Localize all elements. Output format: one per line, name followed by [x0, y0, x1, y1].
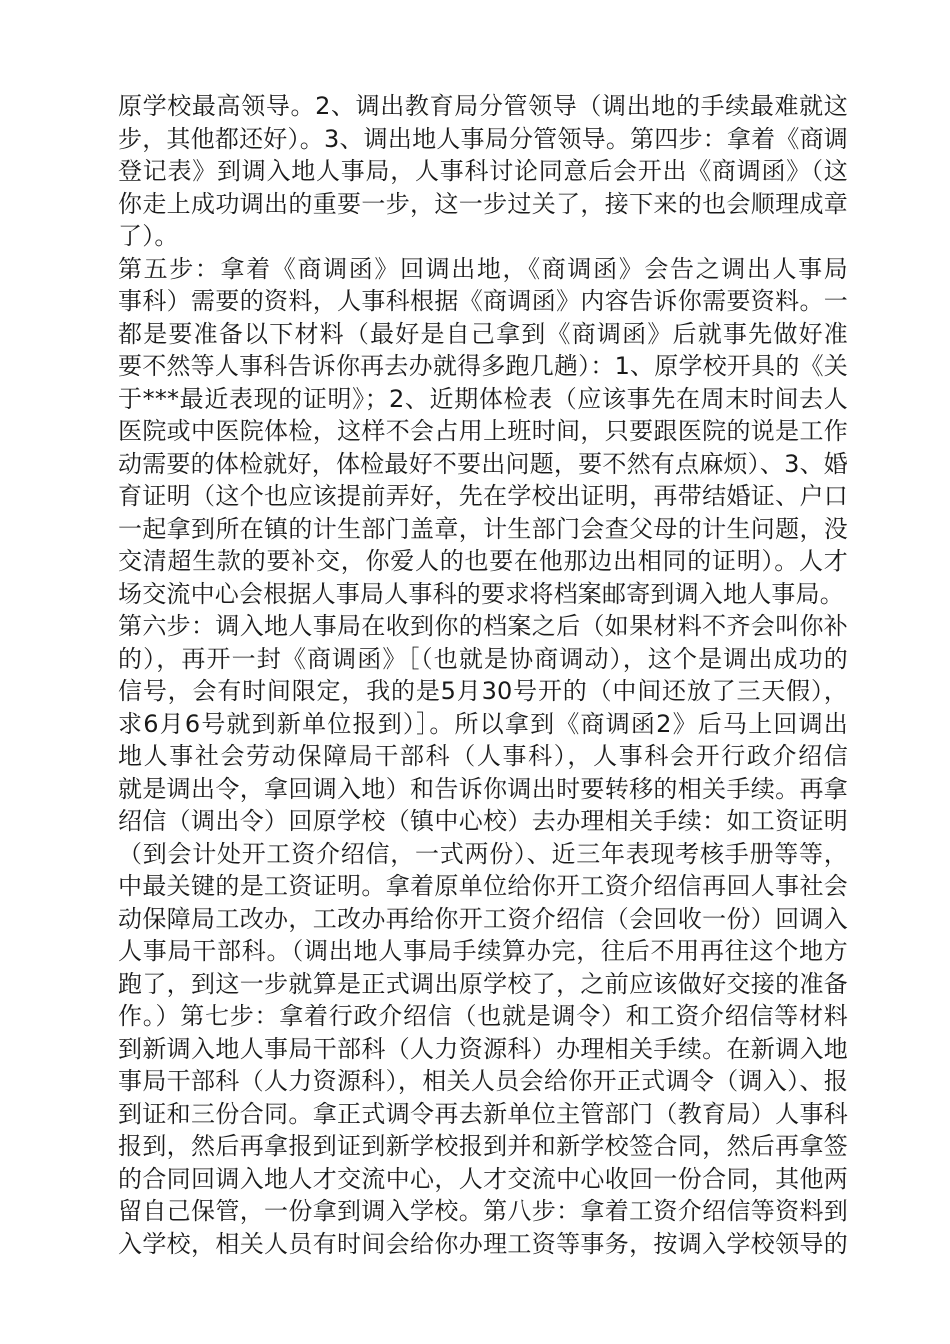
text-line: 中最关键的是工资证明。拿着原单位给你开工资介绍信再回人事社会 — [118, 872, 848, 900]
text-line: 入学校，相关人员有时间会给你办理工资等事务，按调入学校领导的 — [118, 1229, 848, 1258]
text-line: 动需要的体检就好，体检最好不要出问题，要不然有点麻烦）、3、婚 — [118, 449, 848, 478]
text-line: 事科）需要的资料，人事科根据《商调函》内容告诉你需要资料。一 — [118, 287, 848, 315]
text-line: 到证和三份合同。拿正式调令再去新单位主管部门（教育局）人事科 — [118, 1099, 848, 1128]
text-line: 地人事社会劳动保障局干部科（人事科），人事科会开行政介绍信 — [118, 742, 848, 770]
text-line: 信号，会有时间限定，我的是5月30号开的（中间还放了三天假）， — [118, 677, 848, 705]
text-line: 事局干部科（人力资源科），相关人员会给你开正式调令（调入）、报 — [118, 1067, 848, 1095]
body-text — [118, 90, 848, 1260]
text-line: 动保障局工改办，工改办再给你开工资介绍信（会回收一份）回调入 — [118, 904, 848, 933]
text-line: 跑了，到这一步就算是正式调出原学校了，之前应该做好交接的准备 — [118, 969, 848, 998]
text-line: 登记表》到调入地人事局，人事科讨论同意后会开出《商调函》（这 — [118, 157, 848, 185]
text-line: 要不然等人事科告诉你再去办就得多跑几趟）：1、原学校开具的《关 — [118, 352, 848, 380]
text-line: 都是要准备以下材料（最好是自己拿到《商调函》后就事先做好准 — [118, 319, 848, 348]
text-line: 场交流中心会根据人事局人事科的要求将档案邮寄到调入地人事局。 — [118, 579, 844, 608]
text-line: 原学校最高领导。2、调出教育局分管领导（调出地的手续最难就这 — [118, 92, 848, 120]
text-line: 步，其他都还好）。3、调出地人事局分管领导。第四步：拿着《商调 — [118, 124, 848, 153]
text-line: 第六步：调入地人事局在收到你的档案之后（如果材料不齐会叫你补 — [118, 612, 848, 640]
text-line: 求6月6号就到新单位报到）］。所以拿到《商调函2》后马上回调出 — [118, 709, 848, 738]
text-line: 绍信（调出令）回原学校（镇中心校）去办理相关手续：如工资证明 — [118, 807, 848, 835]
text-line: 你走上成功调出的重要一步，这一步过关了，接下来的也会顺理成章 — [118, 189, 848, 218]
text-line: 作。）第七步：拿着行政介绍信（也就是调令）和工资介绍信等材料 — [118, 1002, 848, 1030]
text-line: 的合同回调入地人才交流中心，人才交流中心收回一份合同，其他两 — [118, 1164, 848, 1193]
text-line: 于***最近表现的证明》；2、近期体检表（应该事先在周末时间去人 — [118, 384, 848, 413]
text-line: 第五步：拿着《商调函》回调出地，《商调函》会告之调出人事局 — [118, 254, 848, 283]
text-line: 人事局干部科。（调出地人事局手续算办完，往后不用再往这个地方 — [118, 937, 848, 965]
text-line: 到新调入地人事局干部科（人力资源科）办理相关手续。在新调入地 — [118, 1034, 848, 1063]
text-line: 交清超生款的要补交，你爱人的也要在他那边出相同的证明）。人才 — [118, 547, 848, 575]
text-line: 留自己保管，一份拿到调入学校。第八步：拿着工资介绍信等资料到 — [118, 1197, 848, 1225]
text-line: 医院或中医院体检，这样不会占用上班时间，只要跟医院的说是工作 — [118, 417, 848, 445]
text-line: 报到，然后再拿报到证到新学校报到并和新学校签合同，然后再拿签 — [118, 1132, 848, 1160]
text-line: 就是调出令，拿回调入地）和告诉你调出时要转移的相关手续。再拿 — [118, 774, 848, 803]
text-line: 一起拿到所在镇的计生部门盖章，计生部门会查父母的计生问题，没 — [118, 514, 848, 543]
text-line: 了）。 — [118, 222, 179, 250]
text-line: 育证明（这个也应该提前弄好，先在学校出证明，再带结婚证、户口 — [118, 482, 848, 510]
text-line: （到会计处开工资介绍信，一式两份）、近三年表现考核手册等等， — [118, 839, 848, 868]
text-line: 的），再开一封《商调函》［（也就是协商调动），这个是调出成功的 — [118, 644, 848, 673]
